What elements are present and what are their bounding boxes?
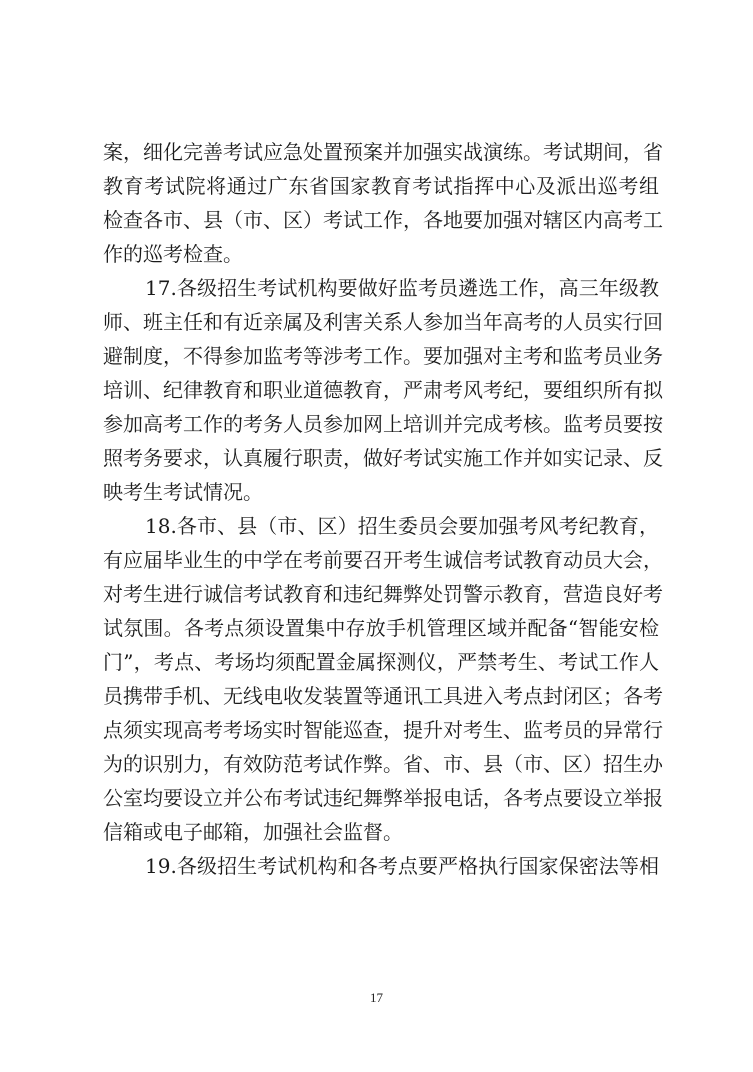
text-line: 映考生考试情况。 [103,480,263,504]
text-line: 师、班主任和有近亲属及利害关系人参加当年高考的人员实行回 [103,310,663,334]
body-text [103,135,663,883]
text-line: 对考生进行诚信考试教育和违纪舞弊处罚警示教育，营造良好考 [103,582,663,606]
text-line: 员携带手机、无线电收发装置等通讯工具进入考点封闭区；各考 [103,684,663,708]
text-line: 避制度，不得参加监考等涉考工作。要加强对主考和监考员业务 [103,344,663,368]
text-line: 公室均要设立并公布考试违纪舞弊举报电话，各考点要设立举报 [103,786,663,810]
text-line: 案，细化完善考试应急处置预案并加强实战演练。考试期间，省 [103,140,663,164]
paragraph-17-start: 17.各级招生考试机构要做好监考员遴选工作，高三年级教 [145,276,659,300]
text-line: 有应届毕业生的中学在考前要召开考生诚信考试教育动员大会， [103,548,663,572]
paragraph-18-start: 18.各市、县（市、区）招生委员会要加强考风考纪教育， [145,514,659,538]
text-line: 培训、纪律教育和职业道德教育，严肃考风考纪，要组织所有拟 [103,378,663,402]
text-line: 试氛围。各考点须设置集中存放手机管理区域并配备“智能安检 [103,616,659,640]
text-line: 门”，考点、考场均须配置金属探测仪，严禁考生、考试工作人 [103,650,659,674]
text-line: 检查各市、县（市、区）考试工作，各地要加强对辖区内高考工 [103,208,663,232]
text-line: 信箱或电子邮箱，加强社会监督。 [103,820,403,844]
page-number: 17 [370,990,383,1005]
text-line: 教育考试院将通过广东省国家教育考试指挥中心及派出巡考组 [103,174,659,198]
text-line: 为的识别力，有效防范考试作弊。省、市、县（市、区）招生办 [103,752,663,776]
paragraph-19-start: 19.各级招生考试机构和各考点要严格执行国家保密法等相 [145,854,659,878]
text-line: 作的巡考检查。 [103,242,243,266]
text-line: 照考务要求，认真履行职责，做好考试实施工作并如实记录、反 [103,446,663,470]
text-line: 参加高考工作的考务人员参加网上培训并完成考核。监考员要按 [103,412,663,436]
text-line: 点须实现高考考场实时智能巡查，提升对考生、监考员的异常行 [103,718,663,742]
